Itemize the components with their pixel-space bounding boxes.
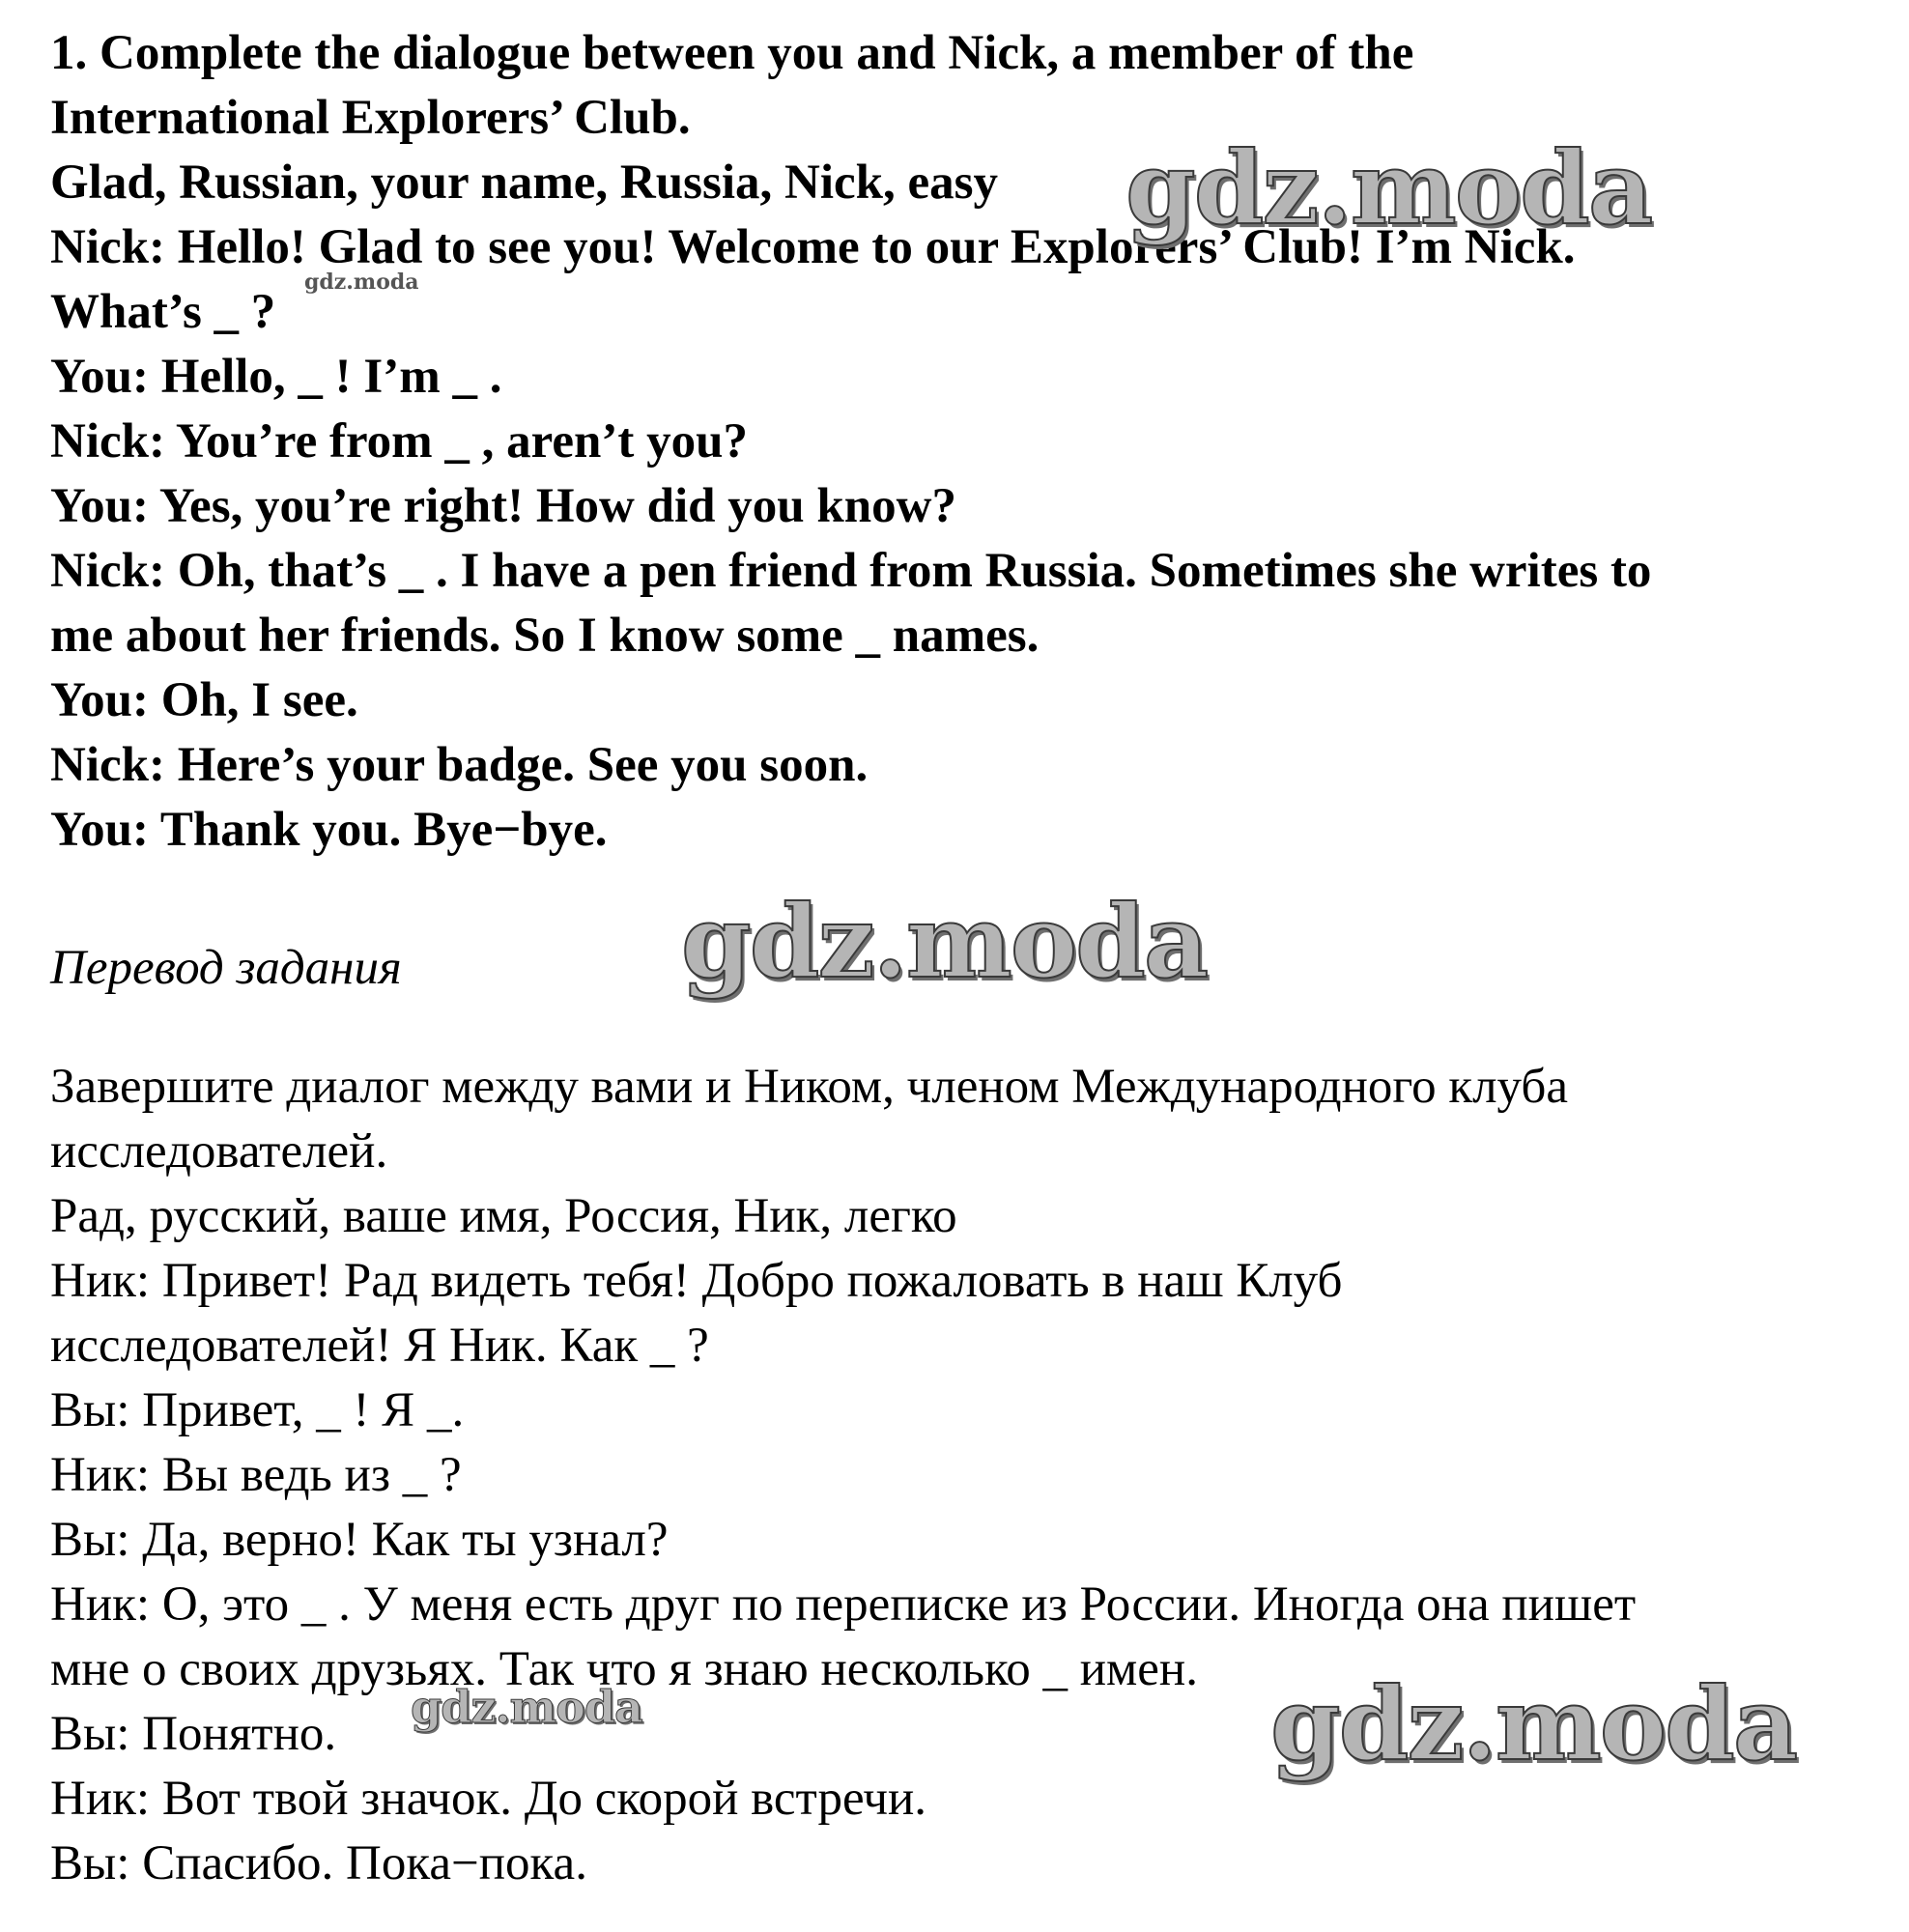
watermark-logo: gdz.moda <box>304 270 419 295</box>
translation-line: Вы: Да, верно! Как ты узнал? <box>50 1513 669 1567</box>
dialogue-line: Nick: Here’s your badge. See you soon. <box>50 738 869 792</box>
translation-line: Вы: Понятно. <box>50 1707 337 1761</box>
translation-line: Вы: Спасибо. Пока−пока. <box>50 1836 587 1890</box>
translation-line: Рад, русский, ваше имя, Россия, Ник, легко <box>50 1189 957 1243</box>
translation-line: Ник: Вы ведь из _ ? <box>50 1448 462 1502</box>
word-bank: Glad, Russian, your name, Russia, Nick, easy <box>50 156 998 210</box>
translation-line: Вы: Привет, _ ! Я _. <box>50 1383 465 1437</box>
translation-line: Ник: О, это _ . У меня есть друг по переписке из России. Иногда она пишет <box>50 1577 1637 1632</box>
dialogue-line: You: Hello, _ ! I’m _ . <box>50 350 502 404</box>
dialogue-line: Nick: You’re from _ , aren’t you? <box>50 414 748 469</box>
translation-line: Ник: Вот твой значок. До скорой встречи. <box>50 1772 927 1826</box>
watermark-logo: gdz.moda <box>411 1681 642 1733</box>
dialogue-line: me about her friends. So I know some _ names. <box>50 609 1040 663</box>
dialogue-line: What’s _ ? <box>50 285 276 339</box>
translation-line: Ник: Привет! Рад видеть тебя! Добро пожаловать в наш Клуб <box>50 1254 1343 1308</box>
translation-line: мне о своих друзьях. Так что я знаю несколько _ имен. <box>50 1642 1198 1696</box>
dialogue-line: You: Oh, I see. <box>50 673 358 727</box>
translation-heading: Перевод задания <box>50 941 402 995</box>
dialogue-line: Nick: Hello! Glad to see you! Welcome to our Explorers’ Club! I’m Nick. <box>50 220 1576 274</box>
dialogue-line: You: Thank you. Bye−bye. <box>50 803 608 857</box>
translation-line: Завершите диалог между вами и Ником, членом Международного клуба <box>50 1060 1568 1114</box>
watermark-logo: gdz.moda <box>1270 1664 1797 1783</box>
task-title-continued: International Explorers’ Club. <box>50 91 691 145</box>
watermark-logo: gdz.moda <box>1125 128 1652 247</box>
translation-line: исследователей! Я Ник. Как _ ? <box>50 1319 709 1373</box>
dialogue-line: Nick: Oh, that’s _ . I have a pen friend from Russia. Sometimes she writes to <box>50 544 1652 598</box>
translation-line: исследователей. <box>50 1124 388 1179</box>
watermark-logo: gdz.moda <box>681 882 1208 1001</box>
task-title: 1. Complete the dialogue between you and Nick, a member of the <box>50 26 1414 80</box>
dialogue-line: You: Yes, you’re right! How did you know? <box>50 479 956 533</box>
